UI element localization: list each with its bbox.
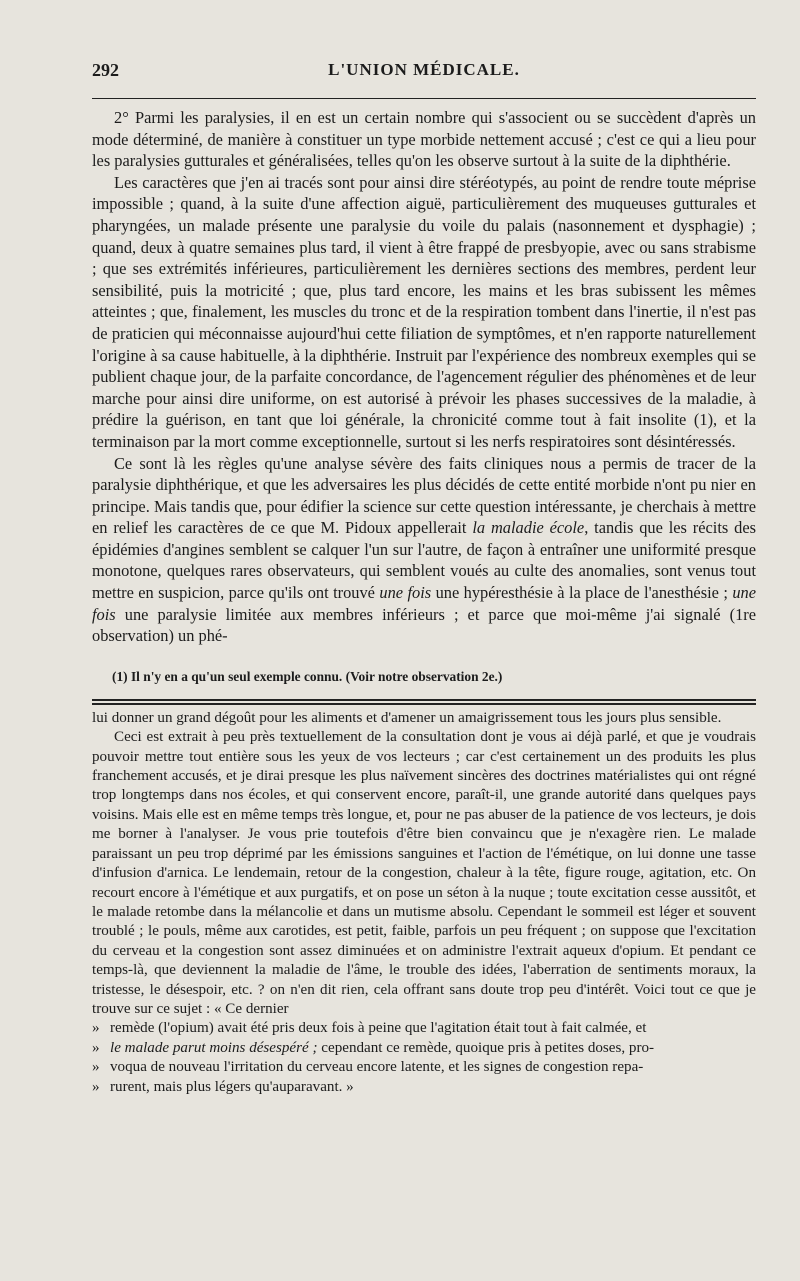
main-article	[92, 107, 756, 647]
lower-paragraph-2: Ceci est extrait à peu près textuellement de la consultation dont je vous ai déjà parlé, et que je voudrais pouvoir mettre tout entière sous les yeux de vos lecteurs ; car c'est certainement un des produits les plus franchement accusés, et je dirai presque les plus naïvement sincères des doctrines matérialistes qui ont régné trop longtemps dans nos écoles, et qui conservent encore, paraît-il, une grande autorité dans quelques pays voisins. Mais elle est en même temps très longue, et, pour ne pas abuser de la patience de vos lecteurs, je dois me borner à l'analyser. Je vous prie toutefois d'être bien convaincu que je n'exagère rien. Le malade paraissant un peu trop déprimé par les émissions sanguines et l'action de l'émétique, on lui donne une tasse d'infusion d'arnica. Le lendemain, retour de la congestion, chaleur à la tête, figure rouge, agitation, etc. On recourt encore à l'émétique et aux purgatifs, et on pose un séton à la nuque ; toute excitation cesse aussitôt, et le malade retombe dans la mélancolie et dans un mutisme absolu. Cependant le sommeil est léger et souvent troublé ; le pouls, même aux carotides, est petit, faible, parfois un peu fréquent ; on suppose que l'excitation du cerveau et la congestion sont assez diminuées et on administre l'extrait aqueux d'opium. Et pendant ce temps-là, que deviennent la maladie de l'âme, le trouble des idées, l'aberration de sentiments moraux, la tristesse, le désespoir, etc. ? on n'en dit rien, cela offrant sans doute trop peu d'intérêt. Voici tout ce que je trouve sur ce sujet : « Ce dernier	[92, 729, 756, 1017]
paragraph-3-end: une paralysie limitée aux membres inférieurs ; et parce que moi-même j'ai signalé (1re observation) un phé-	[92, 604, 756, 646]
quote-line-1: » remède (l'opium) avait été pris deux fois à peine que l'agitation était tout à fait calmée, et	[92, 1019, 756, 1038]
paragraph-3-mid2: une hypéresthésie à la place de l'anesthésie ;	[435, 583, 728, 603]
italic-une-fois-2: une fois	[92, 583, 756, 624]
italic-une-fois-1: une fois	[379, 583, 432, 603]
header-rule	[92, 98, 756, 99]
footnote: (1) Il n'y en a qu'un seul exemple connu. (Voir notre observation 2e.)	[112, 668, 503, 684]
quote-line-4: » rurent, mais plus légers qu'auparavant. »	[92, 1078, 756, 1097]
paragraph-3-mid: , tandis que les récits des épidémies d'angines semblent se calquer l'un sur l'autre, de façon à entraîner une uniformité presque monotone, quelques rares observateurs, qui semblent voués au culte des anomalies, sont venus tout mettre en suspicion, parce qu'ils ont trouvé	[92, 518, 756, 603]
quote-line-3: » voqua de nouveau l'irritation du cerveau encore latente, et les signes de congestion repa-	[92, 1058, 756, 1077]
page-header	[92, 54, 756, 94]
quote-italic: le malade parut moins désespéré ;	[110, 1039, 318, 1056]
page	[0, 54, 800, 1281]
page-number: 292	[92, 60, 119, 80]
paragraph-1: 2° Parmi les paralysies, il en est un certain nombre qui s'associent ou se succèdent d'après un mode déterminé, de manière à constituer un type morbide nettement accusé ; c'est ce qui a lieu pour les paralysies gutturales et généralisées, telles qu'on les observe surtout à la suite de la diphthérie.	[92, 108, 756, 171]
paragraph-3	[92, 453, 756, 647]
feuilleton-text	[92, 709, 756, 1097]
italic-maladie-ecole: la maladie école	[472, 518, 585, 538]
quote-line-2	[92, 1039, 756, 1058]
paragraph-3-start: Ce sont là les règles qu'une analyse sévère des faits cliniques nous a permis de tracer de la paralysie diphthérique, et que les adversaires les plus décidés de cette entité morbide n'ont pu nier en principe. Mais tandis que, pour édifier la science sur cette question intéressante, je cherchais à mettre en relief les caractères de ce que M. Pidoux appellerait	[92, 453, 756, 538]
lower-paragraph-1: lui donner un grand dégoût pour les aliments et d'amener un amaigrissement tous les jours plus sensible.	[92, 709, 722, 726]
quote-line-2-rest: cependant ce remède, quoique pris à petites doses, pro-	[321, 1039, 655, 1056]
section-divider	[92, 699, 756, 705]
paragraph-2: Les caractères que j'en ai tracés sont pour ainsi dire stéréotypés, au point de rendre toute méprise impossible ; quand, à la suite d'une affection aiguë, particulièrement des muqueuses gutturales et pharyngées, un malade présente une paralysie du voile du palais (nasonnement et dysphagie) ; quand, deux à quatre semaines plus tard, il vient à être frappé de presbyopie, avec ou sans strabisme ; que ses extrémités inférieures, particulièrement les dernières sections des membres, perdent leur sensibilité, puis la motricité ; que, plus tard encore, les mains et les bras subissent les mêmes atteintes ; que, finalement, les muscles du tronc et de la respiration tombent dans l'inertie, il n'est pas de praticien qui méconnaisse aujourd'hui cette filiation de symptômes, et n'en rapporte naturellement l'origine à sa cause habituelle, à la diphthérie. Instruit par l'expérience des nombreux exemples qui se publient chaque jour, de la parfaite concordance, de l'agencement régulier des phénomènes et de leur marche pour ainsi dire uniforme, on est autorisé à prévoir les phases successives de la maladie, à prédire la guérison, en tant que loi générale, la chronicité comme tout à fait insolite (1), et la terminaison par la mort comme exceptionnelle, surtout si les nerfs respiratoires sont désintéressés.	[92, 172, 756, 451]
running-title: L'UNION MÉDICALE.	[328, 60, 520, 79]
